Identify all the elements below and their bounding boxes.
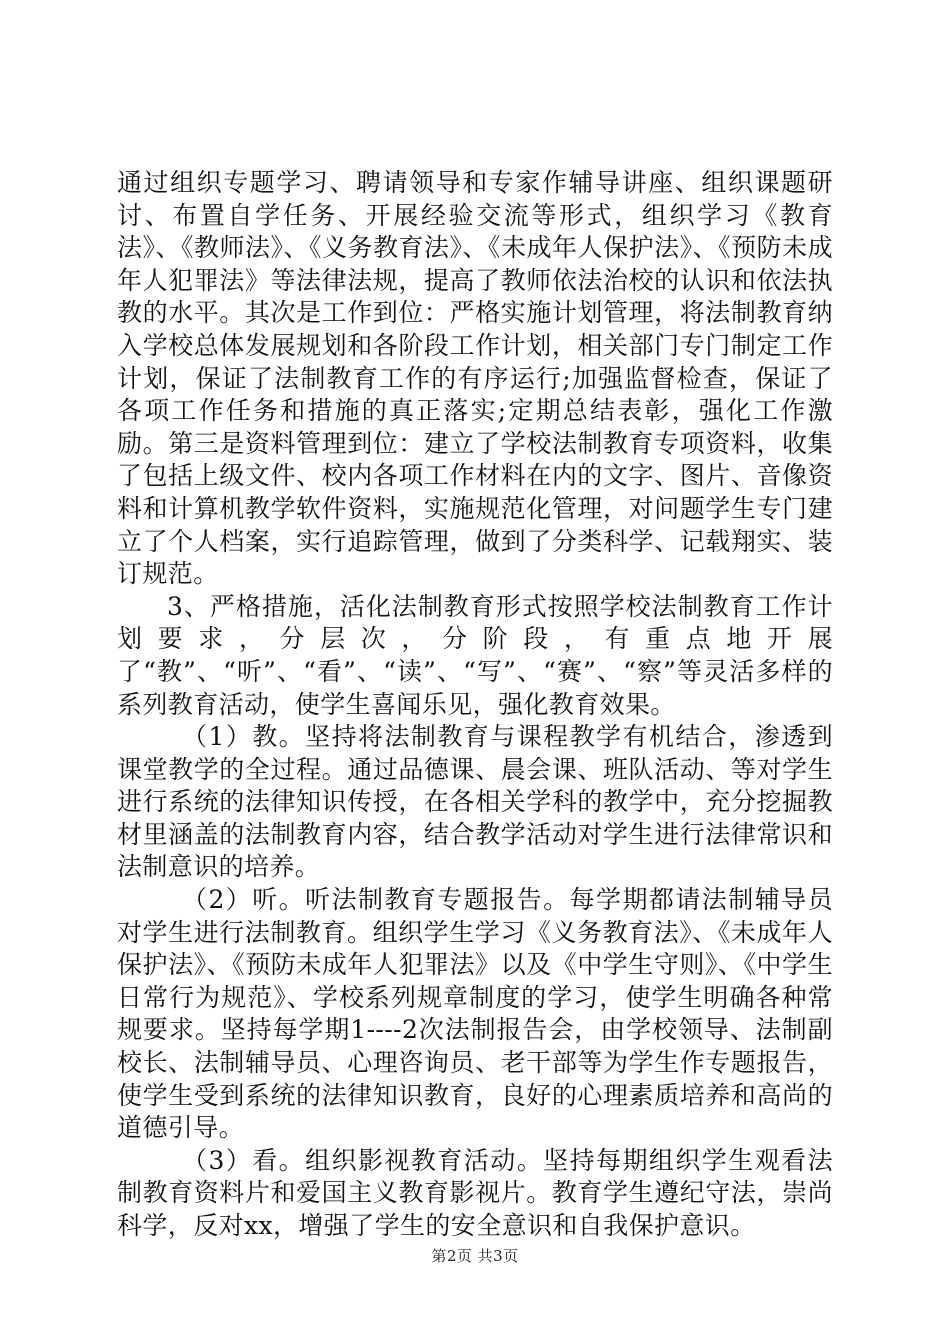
page-number-label: 第2页 共3页 <box>431 1247 519 1265</box>
paragraph-item-2-listen: （2）听。听法制教育专题报告。每学期都请法制辅导员对学生进行法制教育。组织学生学习《义务教育法》、《未成年人保护法》、《预防未成年人犯罪法》以及《中学生守则》、《中学生日常行为规范》、学校系列规章制度的学习，使学生明确各种常规要求。坚持每学期1----2次法制报告会，由学校领导、法制副校长、法制辅导员、心理咨询员、老干部等为学生作专题报告，使学生受到系统的法律知识教育，良好的心理素质培养和高尚的道德引导。 <box>117 885 833 1143</box>
page-footer <box>0 1245 950 1266</box>
paragraph-continuation: 通过组织专题学习、聘请领导和专家作辅导讲座、组织课题研讨、布置自学任务、开展经验交流等形式，组织学习《教育法》、《教师法》、《义务教育法》、《未成年人保护法》、《预防未成年人犯罪法》等法律法规，提高了教师依法治校的认识和依法执教的水平。其次是工作到位：严格实施计划管理，将法制教育纳入学校总体发展规划和各阶段工作计划，相关部门专门制定工作计划，保证了法制教育工作的有序运行;加强监督检查，保证了各项工作任务和措施的真正落实;定期总结表彰，强化工作激励。第三是资料管理到位：建立了学校法制教育专项资料，收集了包括上级文件、校内各项工作材料在内的文字、图片、音像资料和计算机教学软件资料，实施规范化管理，对问题学生专门建立了个人档案，实行追踪管理，做到了分类科学、记载翔实、装订规范。 <box>117 168 833 589</box>
document-body <box>117 167 833 1243</box>
paragraph-section-3: 3、严格措施，活化法制教育形式按照学校法制教育工作计划要求，分层次，分阶段，有重点地开展了“教”、“听”、“看”、“读”、“写”、“赛”、“察”等灵活多样的系列教育活动，使学生喜闻乐见，强化教育效果。 <box>117 591 833 719</box>
paragraph-item-3-watch: （3）看。组织影视教育活动。坚持每期组织学生观看法制教育资料片和爱国主义教育影视片。教育学生遵纪守法，崇尚科学，反对xx，增强了学生的安全意识和自我保护意识。 <box>117 1145 833 1240</box>
paragraph-item-1-teach: （1）教。坚持将法制教育与课程教学有机结合，渗透到课堂教学的全过程。通过品德课、晨会课、班队活动、等对学生进行系统的法律知识传授，在各相关学科的教学中，充分挖掘教材里涵盖的法制教育内容，结合教学活动对学生进行法律常识和法制意识的培养。 <box>117 722 833 882</box>
